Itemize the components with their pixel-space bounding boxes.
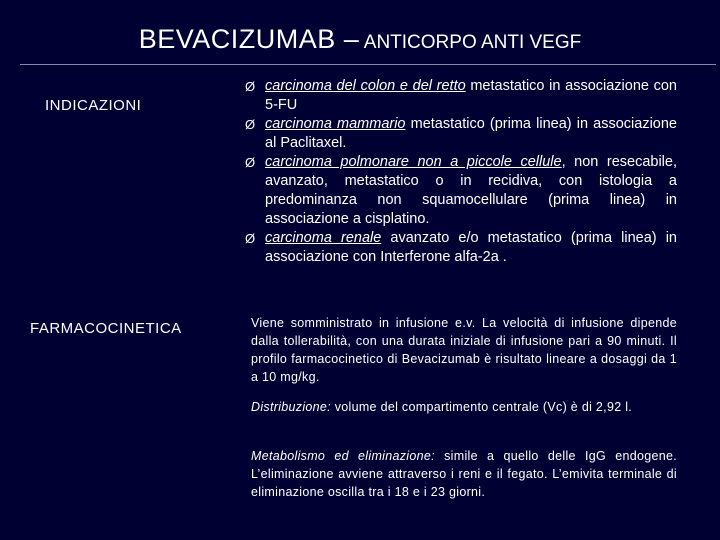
indication-text: , non resecabile, avanzato, metastatico o in recidiva, con istologia a predominanza non squamocellulare (prima linea) in associazione a cisplatino. xyxy=(265,154,677,227)
indication-text: metastatico in associazione con 5-FU xyxy=(265,78,677,113)
list-item xyxy=(245,153,677,229)
title-drug-name: BEVACIZUMAB – xyxy=(138,24,360,54)
slide-title xyxy=(0,24,720,55)
metabolism-paragraph xyxy=(251,447,677,501)
title-divider xyxy=(20,64,716,65)
indication-highlight: carcinoma renale xyxy=(265,230,382,246)
label-farmacocinetica: FARMACOCINETICA xyxy=(30,320,182,337)
arrow-bullet-icon: Ø xyxy=(245,155,256,170)
distribution-text: volume del compartimento centrale (Vc) è di 2,92 l. xyxy=(330,400,633,414)
indication-highlight: carcinoma del colon e del retto xyxy=(265,78,466,94)
list-item xyxy=(245,229,677,267)
indication-text: avanzato e/o metastatico (prima linea) in associazione con Interferone alfa-2a . xyxy=(265,230,677,265)
indication-highlight: carcinoma mammario xyxy=(265,116,406,132)
metabolism-term: Metabolismo ed eliminazione: xyxy=(251,449,435,463)
list-item xyxy=(245,77,677,115)
indication-highlight: carcinoma polmonare non a piccole cellule xyxy=(265,154,562,170)
title-subtitle: ANTICORPO ANTI VEGF xyxy=(363,32,582,53)
indications-list xyxy=(245,77,677,267)
metabolism-text: simile a quello delle IgG endogene. L’eliminazione avviene attraverso i reni e il fegato. L’emivita terminale di eliminazione oscilla tra i 18 e i 23 giorni. xyxy=(251,449,677,499)
pharmacokinetics-intro: Viene somministrato in infusione e.v. La velocità di infusione dipende dalla tollerabilità, con una durata iniziale di infusione pari a 90 minuti. Il profilo farmacocinetico di Bevacizumab è risultato lineare a dosaggi da 1 a 10 mg/kg. xyxy=(251,316,677,384)
label-indicazioni: INDICAZIONI xyxy=(45,97,142,114)
list-item xyxy=(245,115,677,153)
indication-text: metastatico (prima linea) in associazione al Paclitaxel. xyxy=(265,116,677,151)
arrow-bullet-icon: Ø xyxy=(245,117,256,132)
arrow-bullet-icon: Ø xyxy=(245,231,256,246)
arrow-bullet-icon: Ø xyxy=(245,79,256,94)
distribution-paragraph xyxy=(251,398,677,416)
distribution-term: Distribuzione: xyxy=(251,400,331,414)
